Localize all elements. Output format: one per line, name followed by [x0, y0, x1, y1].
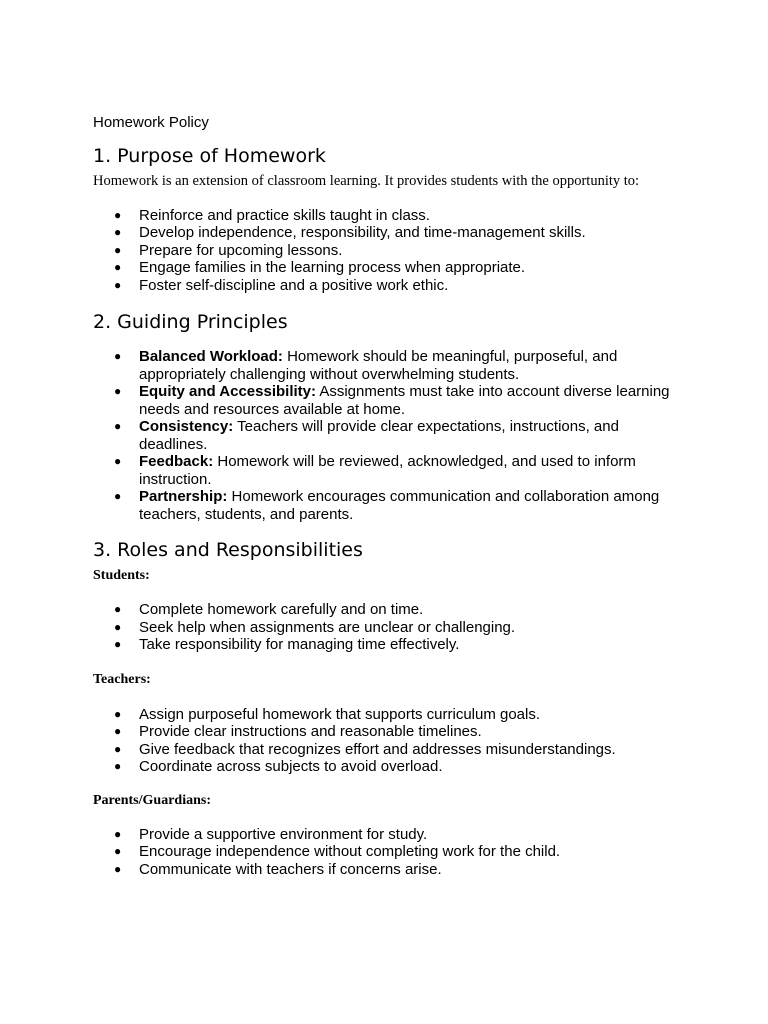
- bullet-icon: ●: [114, 225, 122, 239]
- list-item: ● Feedback: Homework will be reviewed, acknowledged, and used to inform instruction.: [114, 453, 636, 488]
- parents-list: [93, 826, 693, 879]
- list-item: ● Provide clear instructions and reasonable timelines.: [114, 723, 482, 740]
- students-list: [93, 601, 693, 654]
- principle-term: Balanced Workload:: [139, 348, 283, 365]
- bullet-icon: ●: [114, 349, 122, 363]
- document-title: Homework Policy: [93, 114, 209, 131]
- list-item: ● Consistency: Teachers will provide clear expectations, instructions, and deadlines.: [114, 418, 619, 453]
- bullet-icon: ●: [114, 489, 122, 503]
- teachers-list: [93, 706, 693, 776]
- list-item: ● Develop independence, responsibility, and time-management skills.: [114, 224, 586, 241]
- bullet-icon: ●: [114, 826, 122, 841]
- bullet-icon: ●: [114, 861, 122, 876]
- list-item: ● Seek help when assignments are unclear or challenging.: [114, 618, 516, 636]
- bullet-icon: ●: [114, 619, 122, 634]
- principle-term: Equity and Accessibility:: [139, 383, 316, 400]
- bullet-icon: ●: [114, 260, 122, 274]
- bullet-icon: ●: [114, 207, 122, 222]
- bullet-icon: ●: [114, 844, 122, 858]
- list-item: ● Give feedback that recognizes effort and addresses misunderstandings.: [114, 740, 616, 758]
- section-heading-principles: 2. Guiding Principles: [93, 311, 288, 333]
- document-page: [93, 114, 693, 878]
- bullet-icon: ●: [114, 637, 122, 651]
- principle-term: Consistency:: [139, 418, 234, 435]
- list-item: ● Complete homework carefully and on time.: [114, 601, 424, 618]
- list-item: ● Coordinate across subjects to avoid overload.: [114, 758, 443, 775]
- purpose-intro: Homework is an extension of classroom learning. It provides students with the opportunity to:: [93, 173, 640, 189]
- bullet-icon: ●: [114, 384, 122, 398]
- section-heading-purpose: 1. Purpose of Homework: [93, 145, 326, 167]
- list-item: ● Communicate with teachers if concerns arise.: [114, 860, 442, 878]
- list-item: ● Assign purposeful homework that supports curriculum goals.: [114, 705, 541, 723]
- bullet-icon: ●: [114, 706, 122, 721]
- list-item: ● Partnership: Homework encourages communication and collaboration among teachers, students, and parents.: [114, 488, 660, 523]
- list-item: ● Encourage independence without completing work for the child.: [114, 843, 561, 860]
- list-item: ● Prepare for upcoming lessons.: [114, 241, 343, 259]
- list-item: ● Reinforce and practice skills taught in class.: [114, 206, 430, 224]
- bullet-icon: ●: [114, 602, 122, 616]
- purpose-list: [93, 207, 693, 295]
- list-item: ● Balanced Workload: Homework should be meaningful, purposeful, and appropriately challenging without overwhelming students.: [114, 348, 618, 383]
- principle-term: Feedback:: [139, 453, 214, 470]
- list-item: ● Engage families in the learning process when appropriate.: [114, 259, 526, 276]
- principle-term: Partnership:: [139, 488, 228, 505]
- principles-list: [93, 348, 693, 523]
- bullet-icon: ●: [114, 741, 122, 756]
- section-heading-roles: 3. Roles and Responsibilities: [93, 539, 363, 561]
- bullet-icon: ●: [114, 759, 122, 773]
- list-item: ● Foster self-discipline and a positive work ethic.: [114, 276, 449, 294]
- list-item: ● Provide a supportive environment for study.: [114, 825, 428, 843]
- role-label-teachers: Teachers:: [93, 671, 151, 687]
- bullet-icon: ●: [114, 454, 122, 468]
- bullet-icon: ●: [114, 277, 122, 292]
- role-label-students: Students:: [93, 568, 150, 583]
- role-label-parents: Parents/Guardians:: [93, 792, 211, 808]
- list-item: ● Take responsibility for managing time effectively.: [114, 636, 460, 653]
- bullet-icon: ●: [114, 419, 122, 433]
- bullet-icon: ●: [114, 242, 122, 257]
- bullet-icon: ●: [114, 724, 122, 738]
- list-item: ● Equity and Accessibility: Assignments must take into account diverse learning needs and resources available at home.: [114, 383, 670, 418]
